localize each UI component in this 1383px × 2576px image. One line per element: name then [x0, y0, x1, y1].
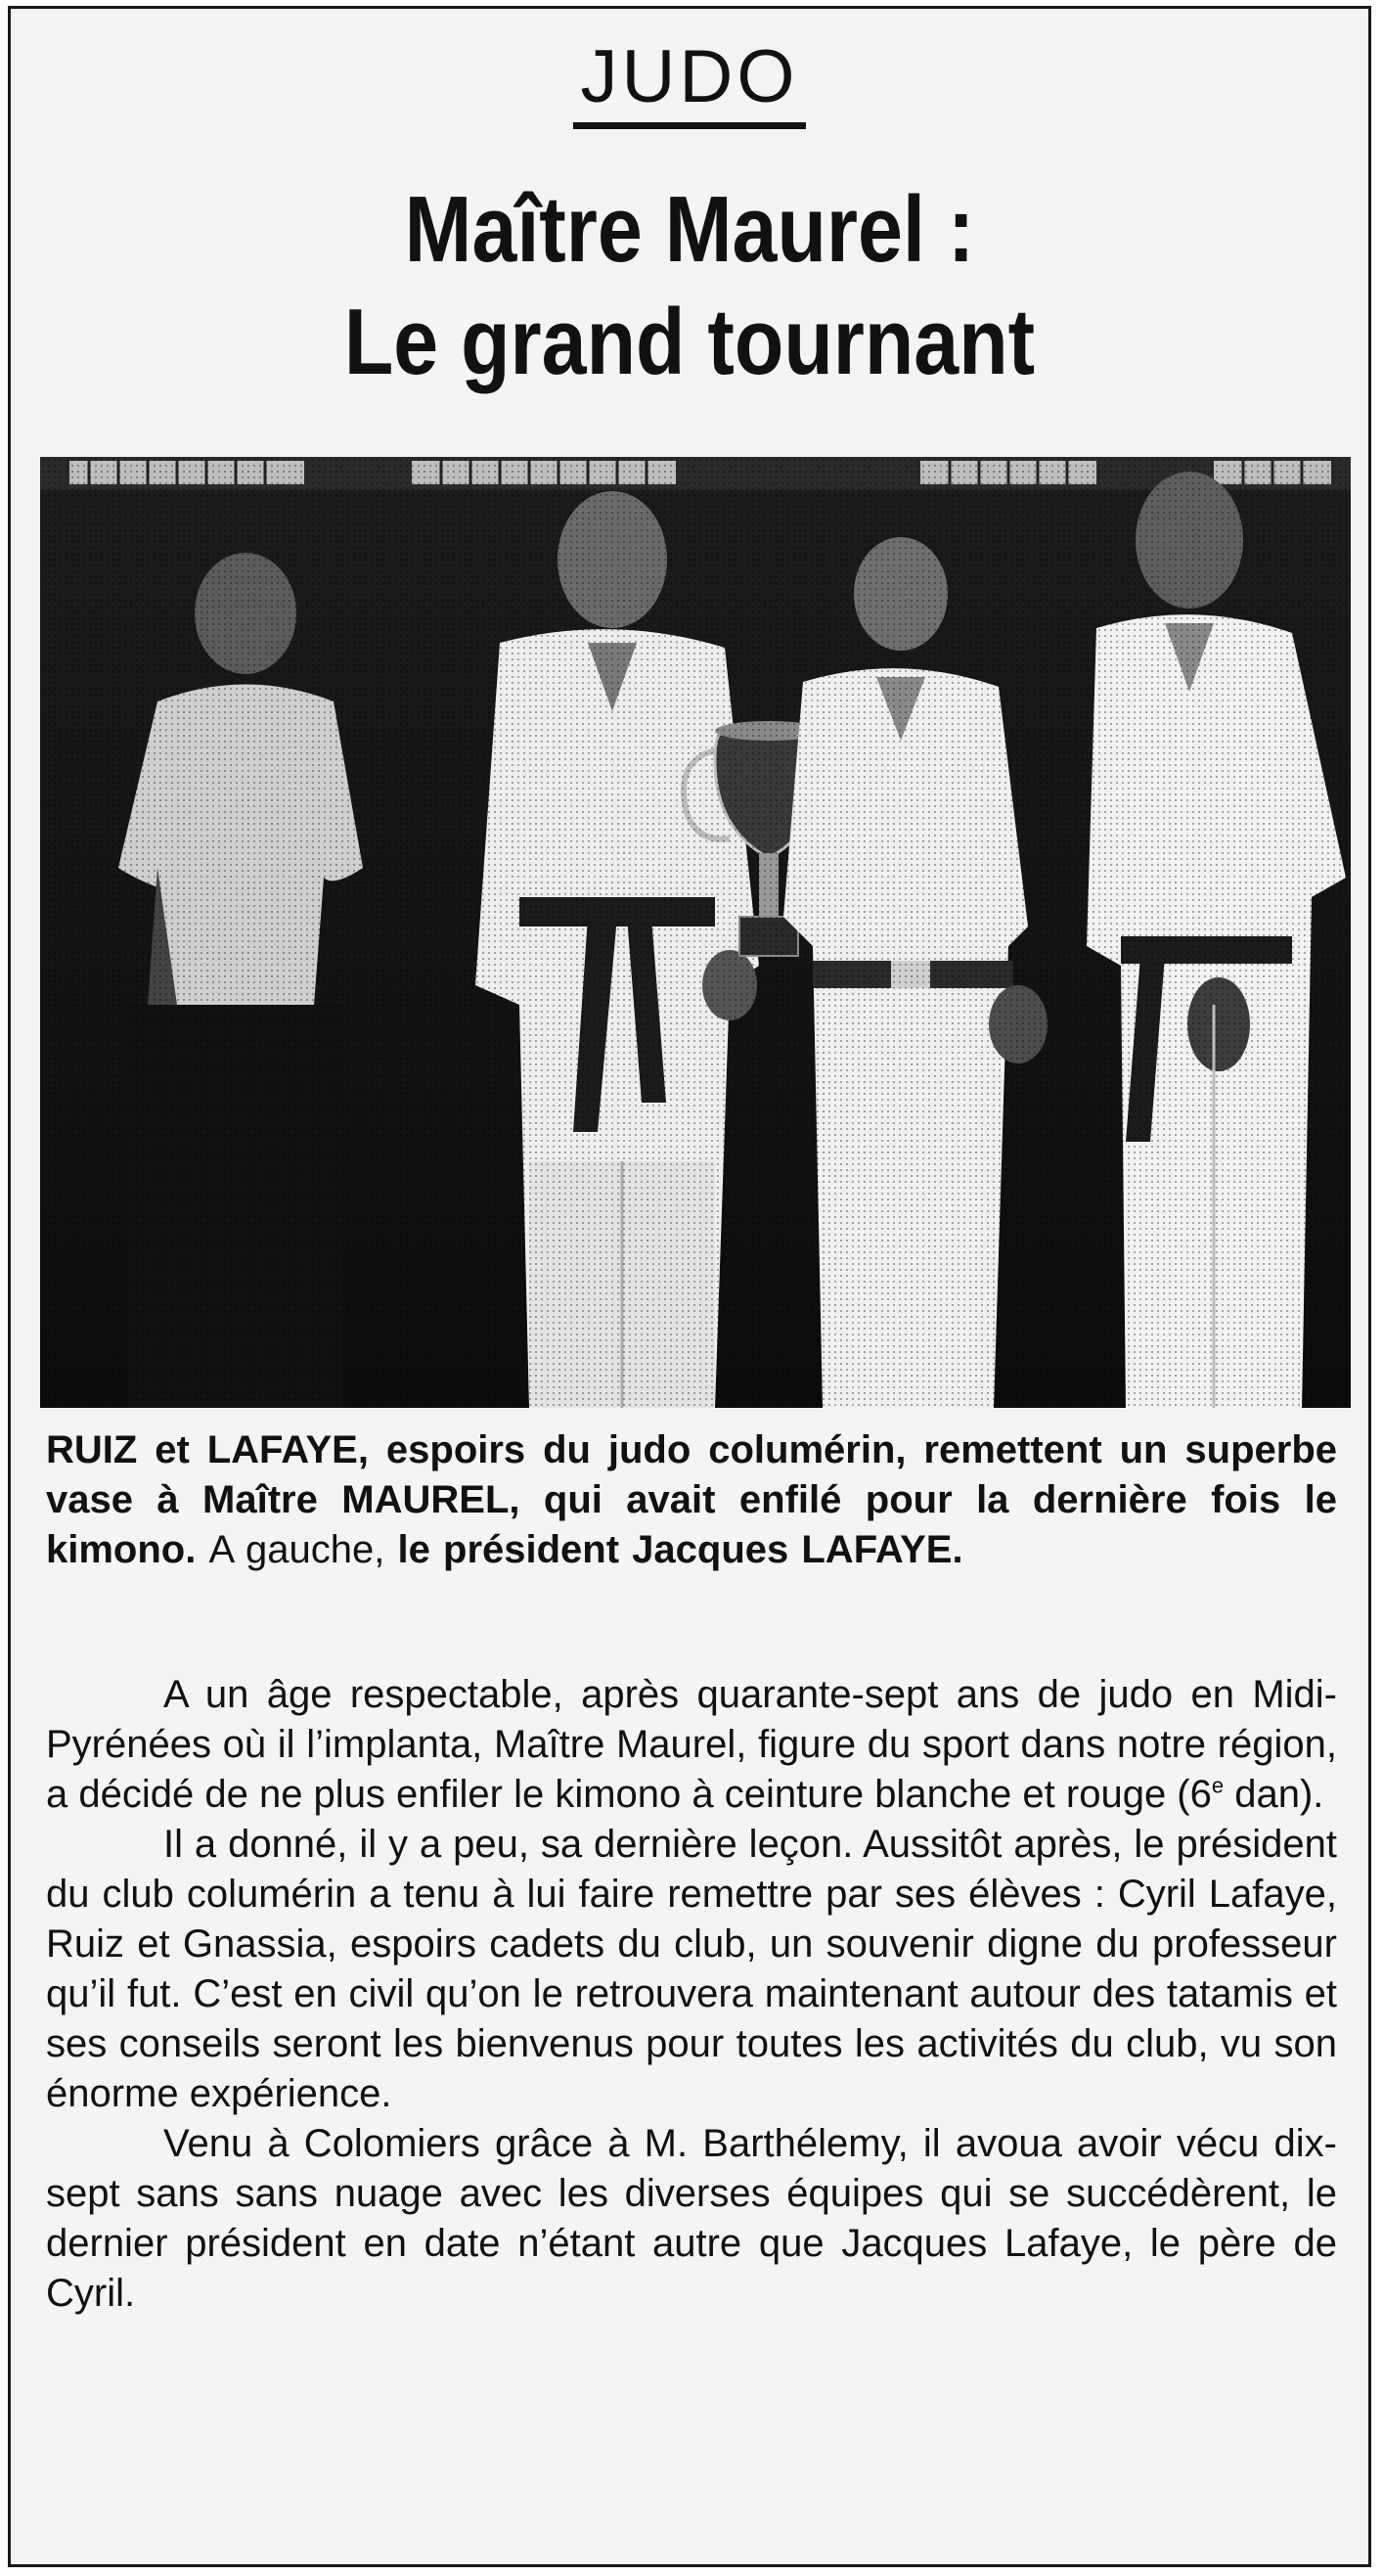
article-body: [46, 1670, 1337, 2319]
ordinal-superscript: e: [1211, 1773, 1225, 1798]
paragraph-1: [46, 1670, 1337, 1820]
headline-line-1: Maître Maurel :: [404, 177, 975, 282]
caption-plain-text: A gauche,: [208, 1528, 385, 1571]
photo-icon: [40, 457, 1351, 1408]
headline-line-2: Le grand tournant: [343, 290, 1036, 395]
section-label-text: JUDO: [573, 38, 807, 129]
caption-bold-end-text: le président Jacques LAFAYE.: [397, 1528, 963, 1571]
photo-caption: [46, 1425, 1337, 1575]
headline: [106, 173, 1273, 398]
paragraph-1-text: A un âge respectable, après quarante-sept ans de judo en Midi-Pyrénées où il l’implanta, Maître Maurel, figure du sport dans notre région, a décidé de ne plus enfiler le kimono à ceinture blanche et rouge (6: [46, 1673, 1337, 1816]
caption-bold-text: RUIZ et LAFAYE, espoirs du judo columérin, remettent un superbe vase à Maître MAUREL, qui avait enfilé pour la dernière fois le kimono.: [46, 1428, 1337, 1571]
paragraph-1-end: dan).: [1224, 1773, 1324, 1816]
newspaper-clipping: [8, 6, 1371, 2567]
section-label: [11, 35, 1368, 129]
article-photo: [40, 457, 1351, 1408]
paragraph-2: Il a donné, il y a peu, sa dernière leçon. Aussitôt après, le président du club columérin a tenu à lui faire remettre par ses élèves : Cyril Lafaye, Ruiz et Gnassia, espoirs cadets du club, un souvenir digne du professeur qu’il fut. C’est en civil qu’on le retrouvera maintenant autour des tatamis et ses conseils seront les bienvenus pour toutes les activités du club, vu son énorme expérience.: [46, 1823, 1337, 2115]
paragraph-3: Venu à Colomiers grâce à M. Barthélemy, il avoua avoir vécu dix-sept sans sans nuage avec les diverses équipes qui se succédèrent, le dernier président en date n’étant autre que Jacques Lafaye, le père de Cyril.: [46, 2122, 1337, 2315]
